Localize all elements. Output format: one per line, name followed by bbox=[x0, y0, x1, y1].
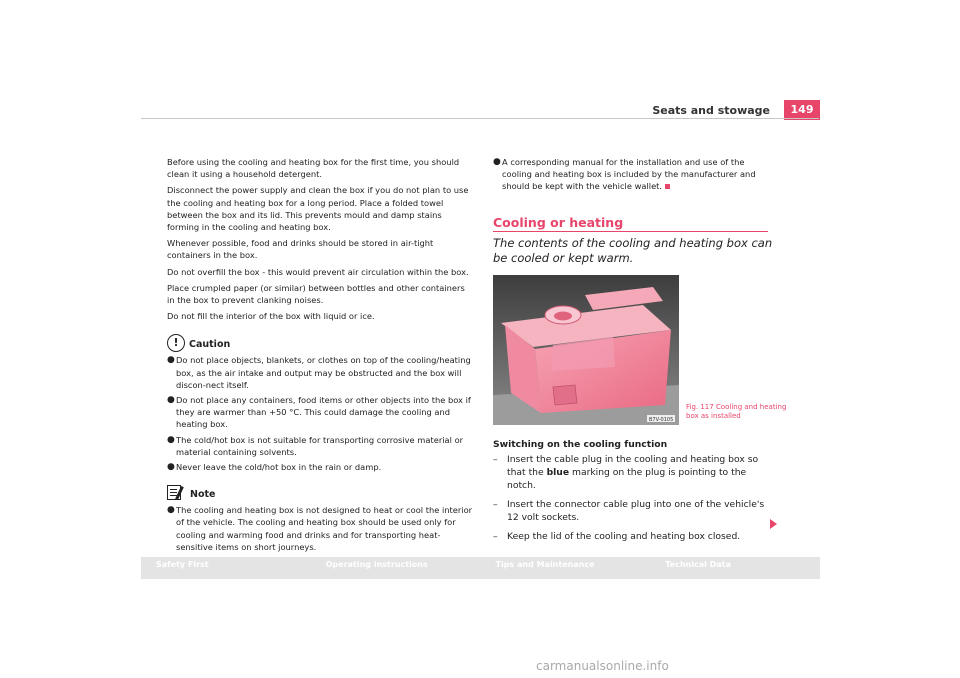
bullet-dot-icon: ● bbox=[493, 157, 501, 167]
caution-bullet bbox=[167, 434, 473, 458]
caution-bullet bbox=[167, 394, 473, 431]
continue-arrow-icon bbox=[770, 519, 777, 529]
footer-tab-operating-instructions[interactable]: Operating instructions bbox=[325, 560, 428, 569]
step-marker: – bbox=[493, 531, 498, 542]
footer-tab-tips-maintenance[interactable]: Tips and Maintenance bbox=[495, 560, 595, 569]
note-heading bbox=[167, 485, 473, 502]
bullet-dot-icon: ● bbox=[167, 505, 175, 516]
bullet-dot-icon: ● bbox=[167, 462, 175, 473]
paragraph: Place crumpled paper (or similar) between bottles and other containers in the box to prevent clanking noises. bbox=[167, 282, 465, 306]
header-divider bbox=[141, 118, 819, 119]
paragraph: Whenever possible, food and drinks should be stored in air-tight containers in the box. bbox=[167, 238, 434, 261]
step-text: marking on the plug is pointing to the notch. bbox=[507, 467, 747, 491]
page-header-title: Seats and stowage bbox=[652, 104, 770, 117]
figure-code: B7V-0105 bbox=[649, 417, 674, 423]
bullet-dot-icon: ● bbox=[167, 395, 175, 406]
caution-bullet-text: Do not place objects, blankets, or clothes on top of the cooling/heating box, as the air intake and output may be obstructed and the box will discon-nect itself. bbox=[176, 355, 471, 390]
footer-tab-technical-data[interactable]: Technical Data bbox=[665, 560, 731, 569]
end-of-section-icon bbox=[665, 184, 670, 189]
left-column bbox=[167, 156, 473, 556]
bullet-dot-icon: ● bbox=[167, 434, 175, 445]
step-item bbox=[493, 498, 773, 524]
step-text: Keep the lid of the cooling and heating box closed. bbox=[507, 531, 741, 542]
step-item bbox=[493, 453, 773, 492]
step-item bbox=[493, 530, 773, 543]
paragraph: Before using the cooling and heating box for the first time, you should clean it using a household detergent. bbox=[167, 157, 460, 180]
footer-nav bbox=[141, 557, 820, 579]
note-label: Note bbox=[190, 489, 216, 501]
caution-bullet-text: The cold/hot box is not suitable for transporting corrosive material or material containing solvents. bbox=[176, 434, 464, 457]
right-column-steps bbox=[493, 438, 773, 549]
step-marker: – bbox=[493, 454, 498, 465]
caution-heading bbox=[167, 334, 473, 352]
step-text: Insert the cable plug in the cooling and heating box so that the bbox=[507, 454, 759, 478]
watermark: carmanualsonline.info bbox=[536, 659, 669, 673]
exclamation-icon: ! bbox=[167, 334, 185, 352]
note-bullet bbox=[167, 504, 473, 553]
caution-bullet-text: Never leave the cold/hot box in the rain or damp. bbox=[176, 462, 382, 473]
figure-caption: Fig. 117 Cooling and heating box as installed bbox=[686, 403, 787, 420]
section-intro: The contents of the cooling and heating box can be cooled or kept warm. bbox=[493, 236, 773, 265]
caution-bullet bbox=[167, 354, 473, 391]
paragraph: Do not overfill the box - this would prevent air circulation within the box. bbox=[167, 266, 469, 277]
paragraph: Do not fill the interior of the box with liquid or ice. bbox=[167, 311, 375, 322]
step-marker: – bbox=[493, 499, 498, 510]
figure-cooling-box-image bbox=[493, 275, 679, 425]
manual-bullet-text: A corresponding manual for the installation and use of the cooling and heating box is included by the manufacturer and should be kept with the vehicle wallet. bbox=[502, 157, 756, 192]
note-pencil-icon bbox=[167, 485, 186, 502]
bullet-dot-icon: ● bbox=[167, 355, 175, 366]
caution-bullet bbox=[167, 461, 473, 473]
page-number: 149 bbox=[784, 100, 820, 120]
paragraph: Disconnect the power supply and clean the box if you do not plan to use the cooling and heating box for a long period. Place a folded towel between the box and its lid. This prevents mould and damp stains forming in the cooling and heating box. bbox=[167, 185, 469, 233]
step-emphasis: blue bbox=[546, 467, 570, 478]
note-bullet-text: The cooling and heating box is not designed to heat or cool the interior of the vehicle. The cooling and heating box should be used only for cooling and warming food and drinks and for transporting heat-sensitive items on short journeys. bbox=[176, 505, 473, 552]
subheading: Switching on the cooling function bbox=[493, 439, 668, 450]
section-title: Cooling or heating bbox=[493, 215, 624, 230]
footer-tab-safety-first[interactable]: Safety First bbox=[156, 560, 209, 569]
caution-bullet-text: Do not place any containers, food items or other objects into the box if they are warmer than +50 °C. This could damage the cooling and heating box. bbox=[176, 395, 471, 430]
right-column-top bbox=[493, 156, 765, 196]
section-divider bbox=[493, 231, 768, 232]
step-text: Insert the connector cable plug into one of the vehicle's 12 volt sockets. bbox=[507, 499, 765, 523]
caution-label: Caution bbox=[189, 339, 231, 351]
manual-bullet bbox=[493, 156, 765, 193]
